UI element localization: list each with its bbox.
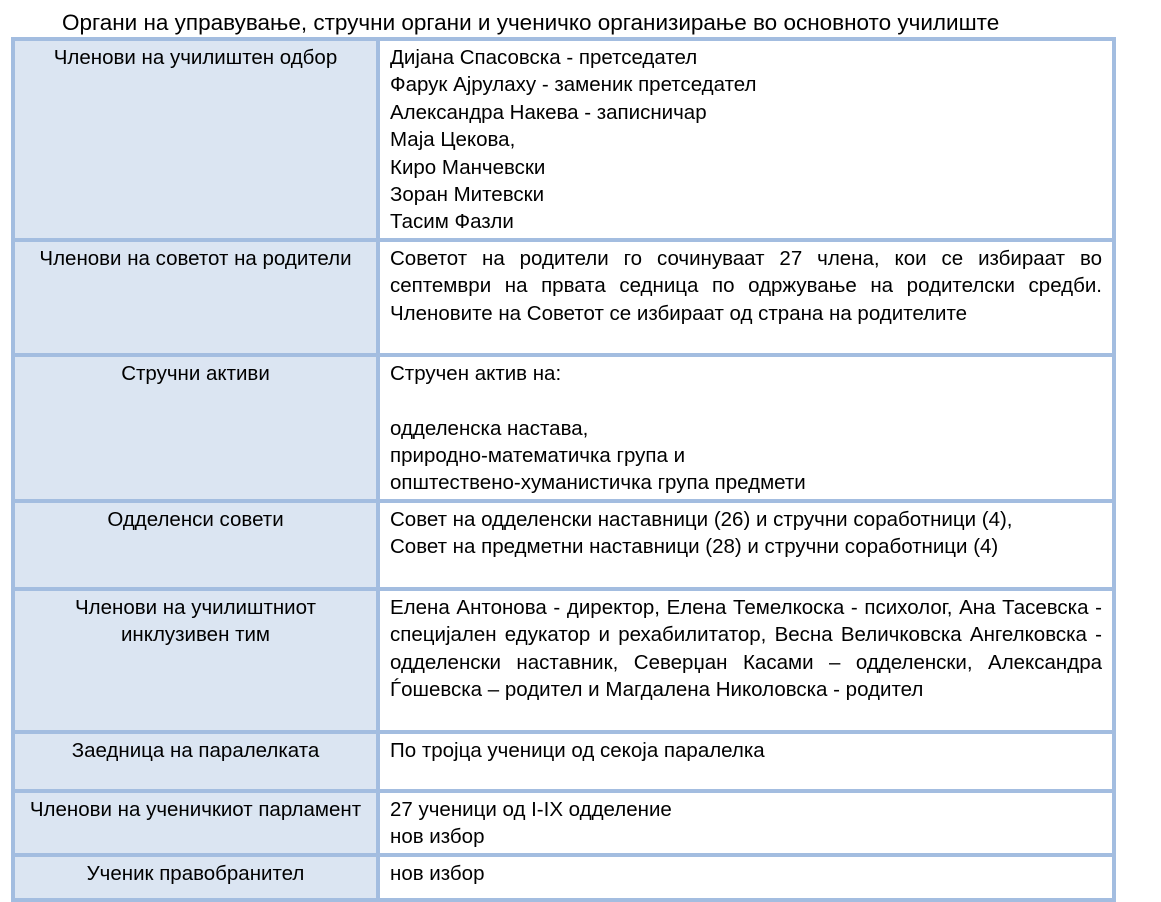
- board-member: Киро Манчевски: [390, 155, 546, 179]
- row-value: [378, 732, 1114, 791]
- board-member: Маја Цекова,: [390, 128, 516, 152]
- page-title: Органи на управување, стручни органи и ученичко организирање во основното училиште: [62, 10, 1000, 35]
- row-label: Стручни активи: [13, 355, 378, 501]
- row-label: Членови на училиштниот инклузивен тим: [13, 589, 378, 732]
- row-text: Советот на родители го сочинуваат 27 члена, кои се избираат во септември на првата седница по одржување на родителски средби. Членовите на Советот се избираат од страна на родителите: [390, 246, 1102, 325]
- table-row: [13, 240, 1114, 355]
- table-row: [13, 355, 1114, 501]
- board-member: Дијана Спасовска - претседател: [390, 46, 698, 69]
- row-value: [378, 39, 1114, 240]
- row-value: [378, 855, 1114, 900]
- row-value: [378, 355, 1114, 501]
- table-row: [13, 589, 1114, 732]
- row-value: [378, 501, 1114, 589]
- row-label: Членови на советот на родители: [13, 240, 378, 355]
- list-item: Совет на одделенски наставници (26) и стручни соработници (4),: [390, 507, 1013, 531]
- row-label: Одделенси совети: [13, 501, 378, 589]
- row-value: [378, 791, 1114, 855]
- table-row: [13, 39, 1114, 240]
- row-label: Заедница на паралелката: [13, 732, 378, 791]
- row-intro: Стручен актив на:: [390, 361, 562, 385]
- row-value: [378, 589, 1114, 732]
- spacer: [390, 387, 1102, 414]
- row-text: По тројца ученици од секоја паралелка: [390, 738, 765, 762]
- row-text: Елена Антонова - директор, Елена Темелкоска - психолог, Ана Тасевска - специјален едукатор и рехабилитатор, Весна Величковска Ангелковска - одделенски наставник, Северџан Касами – одделенски, Александра Ѓошевска – родител и Магдалена Николовска - родител: [390, 595, 1102, 702]
- board-member: Фарук Ајрулаху - заменик претседател: [390, 73, 757, 97]
- list-item: општествено-хуманистичка група предмети: [390, 471, 806, 495]
- row-label: Ученик правобранител: [13, 855, 378, 900]
- board-member: Александра Накева - записничар: [390, 100, 707, 124]
- table-row: [13, 732, 1114, 791]
- row-label: Членови на ученичкиот парламент: [13, 791, 378, 855]
- list-item: нов избор: [390, 825, 485, 849]
- list-item: одделенска настава,: [390, 416, 589, 440]
- row-label: Членови на училиштен одбор: [13, 39, 378, 240]
- board-member: Зоран Митевски: [390, 183, 545, 207]
- row-value: [378, 240, 1114, 355]
- row-text: нов избор: [390, 861, 485, 885]
- organization-table: [11, 37, 1116, 902]
- table-row: [13, 501, 1114, 589]
- list-item: природно-математичка група и: [390, 444, 686, 468]
- list-item: Совет на предметни наставници (28) и стручни соработници (4): [390, 535, 999, 559]
- board-member: Тасим Фазли: [390, 210, 514, 234]
- list-item: 27 ученици од I-IX одделение: [390, 797, 672, 821]
- table-row: [13, 791, 1114, 855]
- table-row: [13, 855, 1114, 900]
